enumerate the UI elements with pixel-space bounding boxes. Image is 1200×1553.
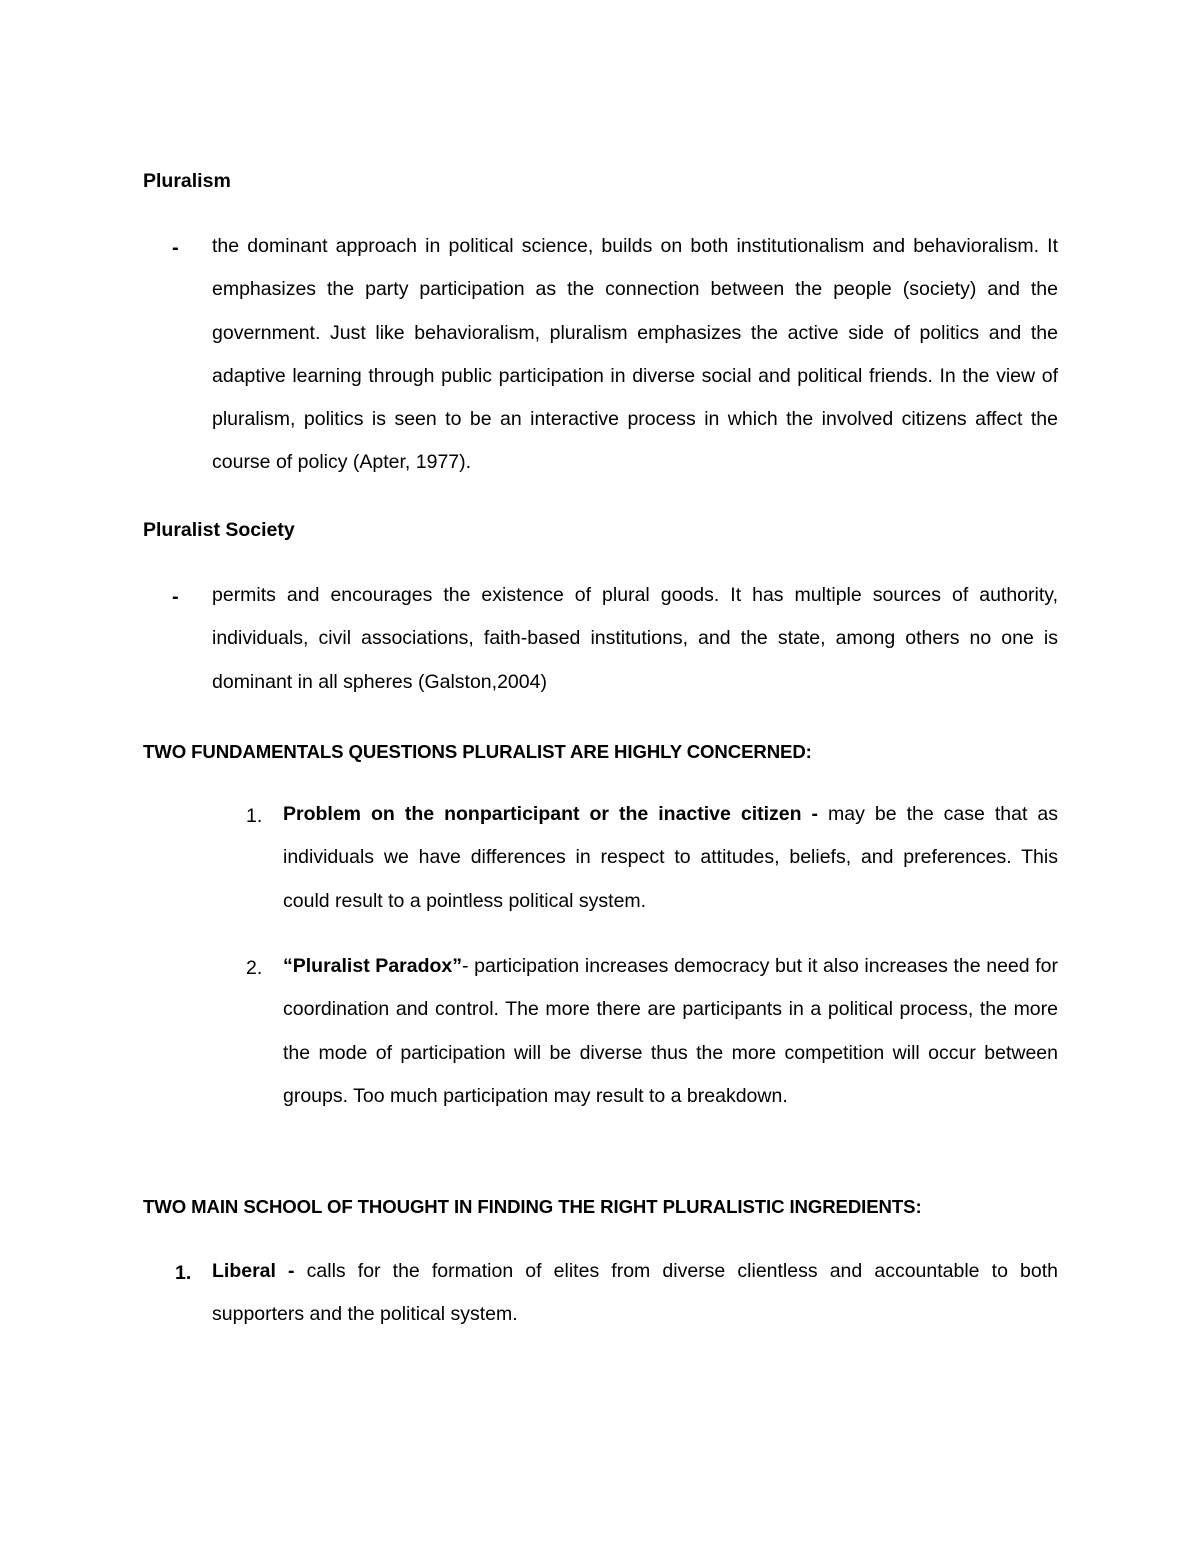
heading-fundamental-questions: TWO FUNDAMENTALS QUESTIONS PLURALIST ARE HIGHLY CONCERNED: bbox=[143, 741, 812, 762]
question-text: - participation increases democracy but it also increases the need for coordination and control. The more there are participants in a political process, the more the mode of participation will be diverse thus the more competition will occur between groups. Too much participation may result to a breakdown. bbox=[283, 955, 1058, 1107]
list-number: 1. bbox=[175, 1262, 192, 1284]
question-item-1 bbox=[283, 793, 1058, 923]
heading-pluralism: Pluralism bbox=[143, 170, 231, 192]
school-item-liberal bbox=[212, 1250, 1058, 1337]
heading-pluralist-society: Pluralist Society bbox=[143, 519, 295, 541]
question-item-2 bbox=[283, 945, 1058, 1118]
list-number: 1. bbox=[246, 805, 263, 827]
bullet-dash: - bbox=[172, 586, 179, 608]
question-text: may be the case that as individuals we have differences in respect to attitudes, beliefs, and preferences. This could result to a pointless political system. bbox=[283, 803, 1058, 912]
pluralist-society-definition: permits and encourages the existence of plural goods. It has multiple sources of authority, individuals, civil associations, faith-based institutions, and the state, among others no one is dominant in all spheres (Galston,2004) bbox=[212, 584, 1058, 693]
question-term: “Pluralist Paradox” bbox=[283, 955, 463, 977]
bullet-dash: - bbox=[172, 237, 179, 259]
school-term: Liberal - bbox=[212, 1260, 295, 1282]
heading-schools-of-thought: TWO MAIN SCHOOL OF THOUGHT IN FINDING THE RIGHT PLURALISTIC INGREDIENTS: bbox=[143, 1196, 922, 1217]
list-number: 2. bbox=[246, 957, 263, 979]
question-term: Problem on the nonparticipant or the inactive citizen - bbox=[283, 803, 819, 825]
school-text: calls for the formation of elites from diverse clientless and accountable to both supporters and the political system. bbox=[212, 1260, 1058, 1326]
pluralism-definition: the dominant approach in political science, builds on both institutionalism and behavioralism. It emphasizes the party participation as the connection between the people (society) and the government. Just like behavioralism, pluralism emphasizes the active side of politics and the adaptive learning through public participation in diverse social and political friends. In the view of pluralism, politics is seen to be an interactive process in which the involved citizens affect the course of policy (Apter, 1977). bbox=[212, 235, 1058, 474]
